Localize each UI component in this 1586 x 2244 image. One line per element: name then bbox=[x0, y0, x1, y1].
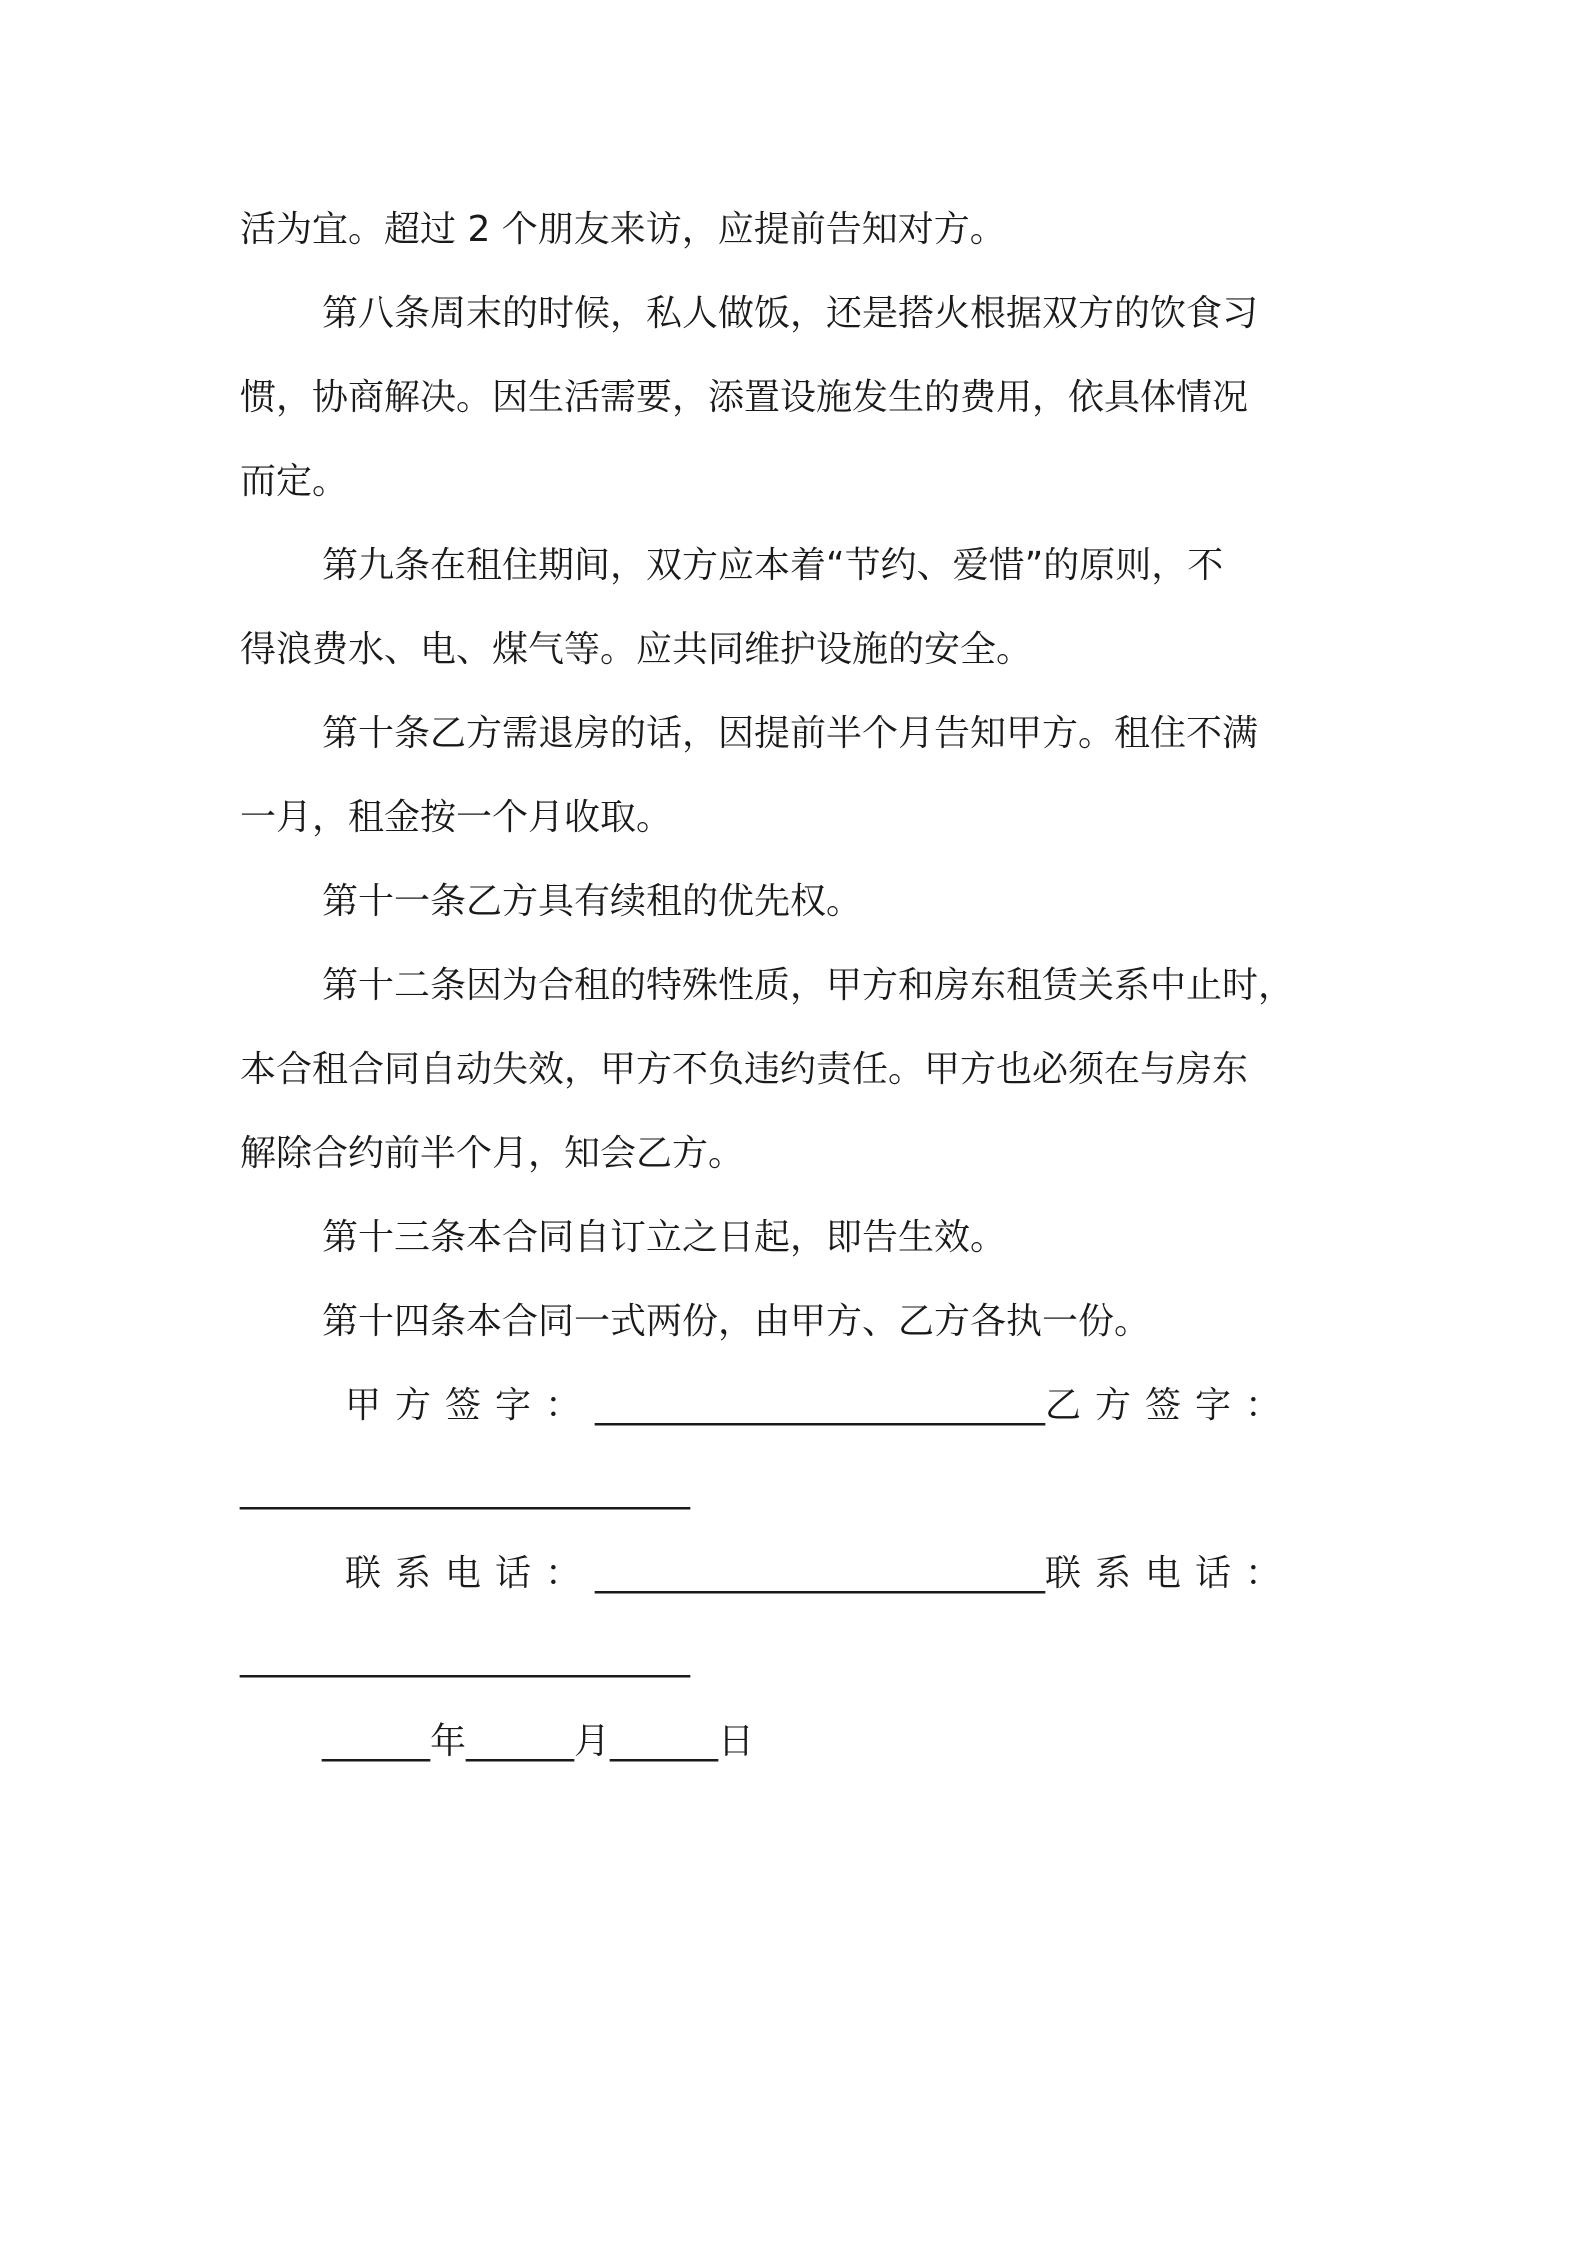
article-12-line: 第十二条因为合租的特殊性质，甲方和房东租赁关系中止时， bbox=[322, 965, 1295, 1006]
article-14-line: 第十四条本合同一式两份，由甲方、乙方各执一份。 bbox=[322, 1301, 1151, 1342]
party-b-phone-label: 联系电话： bbox=[1045, 1553, 1296, 1594]
signature-row bbox=[345, 1382, 1295, 1430]
article-11-line: 第十一条乙方具有续租的优先权。 bbox=[322, 881, 863, 922]
phone-row bbox=[345, 1550, 1295, 1598]
year-label: 年 bbox=[430, 1721, 467, 1762]
paragraph-line: 一月，租金按一个月收取。 bbox=[240, 797, 673, 838]
paragraph-line: 惯，协商解决。因生活需要，添置设施发生的费用，依具体情况 bbox=[240, 377, 1249, 418]
paragraph-line: 得浪费水、电、煤气等。应共同维护设施的安全。 bbox=[240, 629, 1033, 670]
date-row bbox=[322, 1718, 754, 1766]
month-label: 月 bbox=[574, 1721, 611, 1762]
party-a-phone-label: 联系电话： bbox=[345, 1553, 596, 1594]
paragraph-line: 解除合约前半个月，知会乙方。 bbox=[240, 1133, 745, 1174]
paragraph-line: 活为宜。超过 2 个朋友来访，应提前告知对方。 bbox=[240, 209, 1006, 250]
month-blank[interactable]: ______ bbox=[466, 1721, 575, 1762]
article-8-line: 第八条周末的时候，私人做饭，还是搭火根据双方的饮食习 bbox=[322, 293, 1259, 334]
article-10-line: 第十条乙方需退房的话，因提前半个月告知甲方。租住不满 bbox=[322, 713, 1259, 754]
year-blank[interactable]: ______ bbox=[322, 1721, 430, 1762]
party-a-signature-label: 甲方签字： bbox=[345, 1385, 596, 1426]
day-label: 日 bbox=[718, 1721, 755, 1762]
party-a-signature-blank[interactable]: _________________________ bbox=[595, 1385, 1046, 1426]
party-b-phone-blank[interactable]: _________________________ bbox=[240, 1637, 690, 1678]
party-a-phone-blank[interactable]: _________________________ bbox=[595, 1553, 1046, 1594]
article-13-line: 第十三条本合同自订立之日起，即告生效。 bbox=[322, 1217, 1007, 1258]
party-b-signature-label: 乙方签字： bbox=[1045, 1385, 1296, 1426]
paragraph-line: 本合租合同自动失效，甲方不负违约责任。甲方也必须在与房东 bbox=[240, 1049, 1249, 1090]
party-b-signature-blank[interactable]: _________________________ bbox=[240, 1469, 690, 1510]
day-blank[interactable]: ______ bbox=[610, 1721, 719, 1762]
article-9-line: 第九条在租住期间，双方应本着“节约、爱惜”的原则，不 bbox=[322, 545, 1224, 586]
paragraph-line: 而定。 bbox=[240, 461, 349, 502]
